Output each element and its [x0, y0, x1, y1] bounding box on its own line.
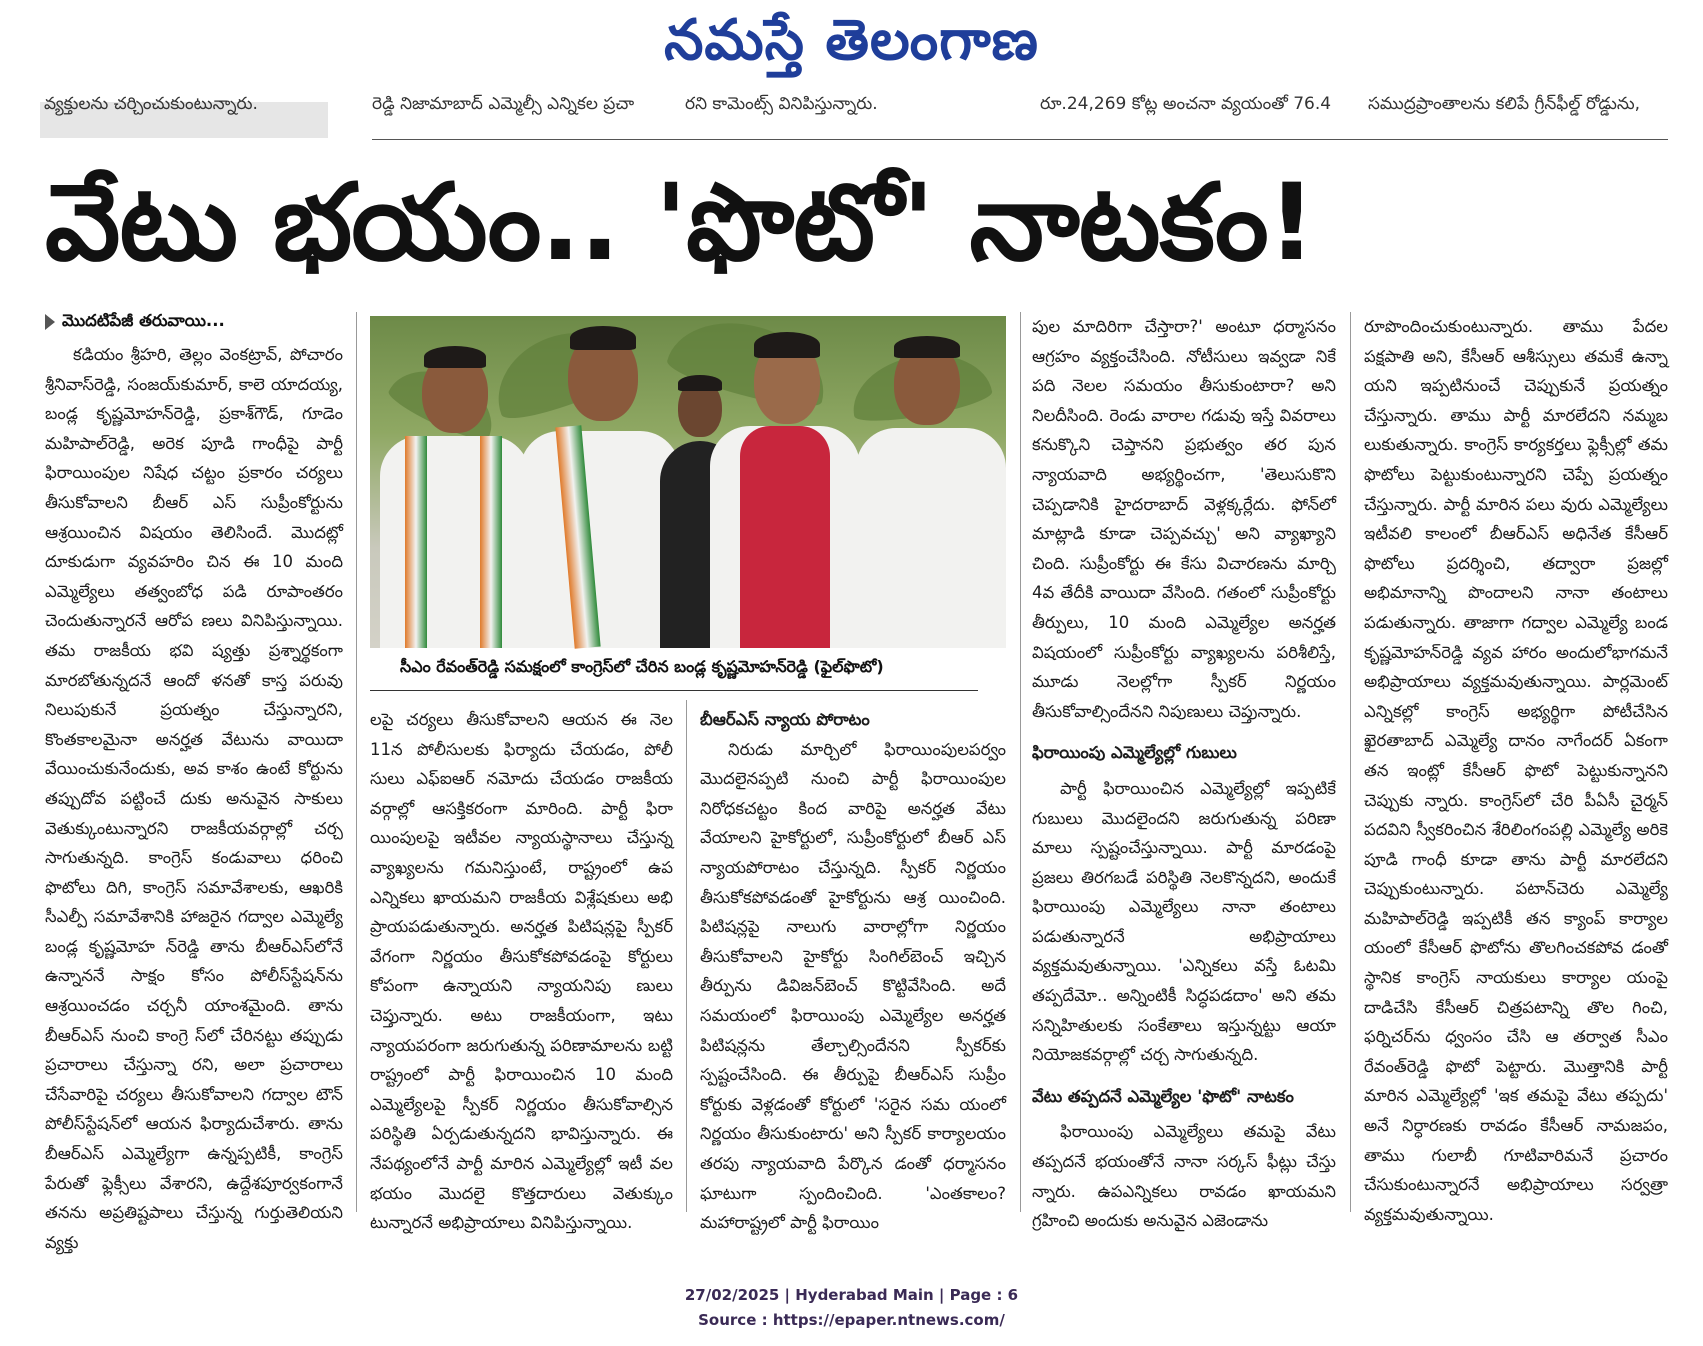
article-paragraph: కడియం శ్రీహరి, తెల్లం వెంకట్రావ్, పోచారం శ్రీనివాస్‌రెడ్డి, సంజయ్‌కుమార్, కాలె యాదయ్య, బండ్ల కృష్ణమోహన్‌రెడ్డి, ప్రకాశ్‌గౌడ్, గూడెం మహిపాల్‌రెడ్డి, అరెక పూడి గాంధీపై పార్టీ ఫిరాయింపుల నిషేధ చట్టం ప్రకారం చర్యలు తీసుకోవాలని బీఆర్‌ ఎస్ సుప్రీంకోర్టును ఆశ్రయించిన విషయం తెలిసిందే. మొదట్లో దూకుడుగా వ్యవహరిం చిన ఈ 10 మంది ఎమ్మెల్యేలు తత్వంబోధ పడి రూపాంతరం చెందుతున్నారనే ఆరోప ణలు వినిపిస్తున్నాయి. తమ రాజకీయ భవి ష్యత్తు ప్రశ్నార్థకంగా మారబోతున్నదనే ఆందో ళనతో కాస్త పరువు నిలుపుకునే ప్రయత్నం చేస్తున్నారని, కొంతకాలమైనా అనర్హత వేటును వాయిదా వేయించుకునేందుకు, అవ కాశం ఉంటే కోర్టును తప్పుదోవ పట్టించే దుకు అనువైన సాకులు వెతుక్కుంటున్నారని రాజకీయవర్గాల్లో చర్చ సాగుతున్నది. కాంగ్రెస్ కండువాలు ధరించి ఫొటోలు దిగి, కాంగ్రెస్ సమావేశాలకు, ఆఖరికి సీఎల్పీ సమావేశానికి హాజరైన గద్వాల ఎమ్మెల్యే బండ్ల కృష్ణమోహ న్‌రెడ్డి తాను బీఆర్‌ఎస్‌లోనే ఉన్నాననే సాక్షం కోసం పోలీస్‌స్టేషన్‌ను ఆశ్రయించడం చర్చనీ యాంశమైంది. తాను బీఆర్‌ఎస్ నుంచి కాంగ్రె స్‌లో చేరినట్టు తప్పుడు ప్రచారాలు చేస్తున్నా రని, అలా ప్రచారాలు చేసేవారిపై చర్యలు తీసుకోవాలని గద్వాల టౌన్ పోలీస్‌స్టేషన్‌లో ఆయన ఫిర్యాదుచేశారు. తాను బీఆర్‌ఎస్ ఎమ్మెల్యేగా ఉన్నప్పటికీ, కాంగ్రెస్ పేరుతో ఫ్లెక్సీలు వేశారని, ఉద్దేశపూర్వకంగానే తనను అప్రతిష్టపాలు చేస్తున్న గుర్తుతెలియని వ్యక్తు — [45, 345, 343, 1252]
edition-info: 27/02/2025 | Hyderabad Main | Page : 6 — [684, 1286, 1019, 1304]
top-strip-divider — [372, 139, 1668, 140]
person-figure — [710, 316, 860, 648]
article-paragraph: పార్టీ ఫిరాయించిన ఎమ్మెల్యేల్లో ఇప్పటికే గుబులు మొదలైందని జరుగుతున్న పరిణా మాలు స్పష్టంచేస్తున్నాయి. పార్టీ మారడంపై ప్రజలు తిరగబడే పరిస్థితి నెలకొన్నదని, అందుకే ఫిరాయింపు ఎమ్మెల్యేలు నానా తంటాలు పడుతున్నారనే అభిప్రాయాలు వ్యక్తమవుతున్నాయి. 'ఎన్నికలు వస్తే ఓటమి తప్పదేమో.. అన్నింటికీ సిద్ధపడదాం' అని తమ సన్నిహితులకు సంకేతాలు ఇస్తున్నట్టు ఆయా నియోజకవర్గాల్లో చర్చ సాగుతున్నది. — [1032, 778, 1336, 1065]
top-strip-text: వ్యక్తులను చర్చించుకుంటున్నారు. — [44, 94, 258, 114]
section-subhead: బీఆర్‌ఎస్ న్యాయ పోరాటం — [700, 710, 870, 729]
caption-divider — [370, 690, 978, 691]
source-link[interactable]: Source : https://epaper.ntnews.com/ — [698, 1311, 1005, 1329]
page-footer — [0, 1283, 1703, 1333]
top-strip-text: రెడ్డి నిజామాబాద్ ఎమ్మెల్సీ ఎన్నికల ప్రచా — [372, 94, 635, 114]
article-column-3 — [700, 705, 1006, 1233]
section-subhead: వేటు తప్పదనే ఎమ్మెల్యేల 'ఫొటో' నాటకం — [1032, 1086, 1294, 1106]
article-column-4 — [1032, 312, 1336, 1231]
article-paragraph: రూపొందించుకుంటున్నారు. తాము పేదల పక్షపాతి అని, కేసీఆర్ ఆశీస్సులు తమకే ఉన్నా యని ఇప్పటినుంచే చెప్పుకునే ప్రయత్నం చేస్తున్నారు. తాము పార్టీ మారలేదని నమ్మబ లుకుతున్నారు. కాంగ్రెస్ కార్యకర్తలు ఫ్లెక్సీల్లో తమ ఫొటోలు పెట్టుకుంటున్నారని చెప్పే ప్రయత్నం చేస్తున్నారు. పార్టీ మారిన పలు వురు ఎమ్మెల్యేలు ఇటీవలి కాలంలో బీఆర్‌ఎస్ అధినేత కేసీఆర్ ఫొటోలు ప్రదర్శించి, తద్వారా ప్రజల్లో అభిమానాన్ని పొందాలని నానా తంటాలు పడుతున్నారు. తాజాగా గద్వాల ఎమ్మెల్యే బండ కృష్ణమోహన్‌రెడ్డి వ్యవ హారం అందులోభాగమనే అభిప్రాయాలు వ్యక్తమవుతున్నాయి. పార్లమెంట్ ఎన్నికల్లో కాంగ్రెస్ అభ్యర్థిగా పోటీచేసిన ఖైరతాబాద్ ఎమ్మెల్యే దానం నాగేందర్ ఏకంగా తన ఇంట్లో కేసీఆర్ ఫొటో పెట్టుకున్నానని చెప్పుకు న్నారు. కాంగ్రెస్‌లో చేరి పీఏసీ చైర్మన్ పదవిని స్వీకరించిన శేరిలింగంపల్లి ఎమ్మెల్యే అరికె పూడి గాంధీ కూడా తాను పార్టీ మారలేదని చెప్పుకుంటున్నారు. పటాన్‌చెరు ఎమ్మెల్యే మహిపాల్‌రెడ్డి ఇప్పటికీ తన క్యాంప్ కార్యాల యంలో కేసీఆర్ ఫొటోను తొలగించకపోవ డంతో స్థానిక కాంగ్రెస్ నాయకులు కార్యాల యంపై దాడిచేసి కేసీఆర్ చిత్రపటాన్ని తొల గించి, ఫర్నిచర్‌ను ధ్వంసం చేసి ఆ తర్వాత సీఎం రేవంత్‌రెడ్డి ఫొటో పెట్టారు. మొత్తానికి పార్టీ మారిన ఎమ్మెల్యేల్లో 'ఇక తమపై వేటు తప్పదు' అనే నిర్ధారణకు రావడం కేసీఆర్ నామజపం, తాము గులాబీ గూటివారిమనే ప్రచారం చేసుకుంటున్నారనే అభిప్రాయాలు సర్వత్రా వ్యక్తమవుతున్నాయి. — [1364, 317, 1668, 1224]
article-paragraph: ఫిరాయింపు ఎమ్మెల్యేలు తమపై వేటు తప్పదనే భయంతోనే నానా సర్కస్ ఫీట్లు చేస్తు న్నారు. ఉపఎన్నికలు రావడం ఖాయమని గ్రహించి అందుకు అనువైన ఎజెండాను — [1032, 1122, 1336, 1231]
article-column-1 — [45, 340, 343, 1252]
person-figure — [380, 316, 530, 648]
section-subhead: ఫిరాయింపు ఎమ్మెల్యేల్లో గుబులు — [1032, 743, 1237, 763]
column-divider — [686, 700, 687, 1212]
column-divider — [356, 312, 357, 1212]
column-divider — [1020, 312, 1021, 1212]
article-column-5 — [1364, 312, 1668, 1224]
person-figure — [856, 316, 1006, 648]
column-divider — [1350, 312, 1351, 1212]
article-paragraph: పుల మాదిరిగా చేస్తారా?' అంటూ ధర్మాసనం ఆగ్రహం వ్యక్తంచేసింది. నోటీసులు ఇవ్వడా నికే పది నెలల సమయం తీసుకుంటారా? అని నిలదీసింది. రెండు వారాల గడువు ఇస్తే వివరాలు కనుక్కొని చెప్తానని ప్రభుత్వం తర పున న్యాయవాది అభ్యర్థించగా, 'తెలుసుకొని చెప్పడానికి హైదరాబాద్ వెళ్లక్కర్లేదు. ఫోన్‌లో మాట్లాడి కూడా చెప్పవచ్చు' అని వ్యాఖ్యాని చింది. సుప్రీంకోర్టు ఈ కేసు విచారణను మార్చి 4వ తేదీకి వాయిదా వేసింది. గతంలో సుప్రీంకోర్టు తీర్పులు, 10 మంది ఎమ్మెల్యేల అనర్హత విషయంలో సుప్రీంకోర్టు వ్యాఖ్యలను పరిశీలిస్తే, మూడు నెలల్లోగా స్పీకర్ నిర్ణయం తీసుకోవాల్సిందేనని నిపుణులు చెప్తున్నారు. — [1032, 317, 1336, 721]
top-strip-text: రని కామెంట్స్ వినిపిస్తున్నారు. — [685, 94, 878, 114]
person-figure — [520, 316, 680, 648]
top-strip-text: రూ.24,269 కోట్ల అంచనా వ్యయంతో 76.4 — [1040, 94, 1332, 114]
article-column-2 — [370, 705, 673, 1233]
chevron-right-icon — [45, 314, 55, 330]
headline: వేటు భయం.. 'ఫొటో' నాటకం! — [45, 161, 1315, 284]
article-paragraph: నిరుడు మార్చిలో ఫిరాయింపులపర్వం మొదలైనప్పటి నుంచి పార్టీ ఫిరాయింపుల నిరోధకచట్టం కింద వారిపై అనర్హత వేటు వేయాలని హైకోర్టులో, సుప్రీంకోర్టులో బీఆర్‌ ఎస్ న్యాయపోరాటం చేస్తున్నది. స్పీకర్ నిర్ణయం తీసుకోకపోవడంతో హైకోర్టును ఆశ్ర యించింది. పిటిషన్లపై నాలుగు వారాల్లోగా నిర్ణయం తీసుకోవాలని హైకోర్టు సింగిల్‌బెంచ్ ఇచ్చిన తీర్పును డివిజన్‌బెంచ్ కొట్టివేసింది. అదే సమయంలో ఫిరాయింపు ఎమ్మెల్యేల అనర్హత పిటిషన్లను తేల్చాల్సిందేనని స్పీకర్‌కు స్పష్టంచేసింది. ఈ తీర్పుపై బీఆర్‌ఎస్ సుప్రీం కోర్టుకు వెళ్లడంతో కోర్టులో 'సరైన సమ యంలో నిర్ణయం తీసుకుంటారు' అని స్పీకర్ కార్యాలయం తరపు న్యాయవాది పేర్కొన డంతో ధర్మాసనం ఘాటుగా స్పందించింది. 'ఎంతకాలం? మహారాష్ట్రలో పార్టీ ఫిరాయిం — [700, 739, 1006, 1233]
article-paragraph: లపై చర్యలు తీసుకోవాలని ఆయన ఈ నెల 11న పోలీసులకు ఫిర్యాదు చేయడం, పోలీ సులు ఎఫ్ఐఆర్ నమోదు చేయడం రాజకీయ వర్గాల్లో ఆసక్తికరంగా మారింది. పార్టీ ఫిరా యింపులపై ఇటీవల న్యాయస్థానాలు చేస్తున్న వ్యాఖ్యలను గమనిస్తుంటే, రాష్ట్రంలో ఉప ఎన్నికలు ఖాయమని రాజకీయ విశ్లేషకులు అభి ప్రాయపడుతున్నారు. అనర్హత పిటిషన్లపై స్పీకర్ వేగంగా నిర్ణయం తీసుకోకపోవడంపై కోర్టులు కోపంగా ఉన్నాయని న్యాయనిపు ణులు చెప్తున్నారు. అటు రాజకీయంగా, ఇటు న్యాయపరంగా జరుగుతున్న పరిణామాలను బట్టి రాష్ట్రంలో పార్టీ ఫిరాయించిన 10 మంది ఎమ్మెల్యేలపై స్పీకర్ నిర్ణయం తీసుకోవాల్సిన పరిస్థితి ఏర్పడుతున్నదని భావిస్తున్నారు. ఈ నేపథ్యంలోనే పార్టీ మారిన ఎమ్మెల్యేల్లో ఇటీ వల భయం మొదలై కొత్తదారులు వెతుక్కుం టున్నారనే అభిప్రాయాలు వినిపిస్తున్నాయి. — [370, 710, 673, 1233]
top-strip-text: సముద్రప్రాంతాలను కలిపే గ్రీన్‌ఫీల్డ్ రోడ్డును, — [1368, 94, 1641, 114]
jump-line: మొదటిపేజీ తరువాయి... — [62, 311, 225, 330]
news-photo — [370, 316, 1006, 648]
photo-caption: సీఎం రేవంత్‌రెడ్డి సమక్షంలో కాంగ్రెస్‌లో చేరిన బండ్ల కృష్ణమోహన్‌రెడ్డి (ఫైల్‌ఫొటో) — [400, 657, 884, 676]
masthead-logo: నమస్తే తెలంగాణ — [664, 8, 1039, 73]
